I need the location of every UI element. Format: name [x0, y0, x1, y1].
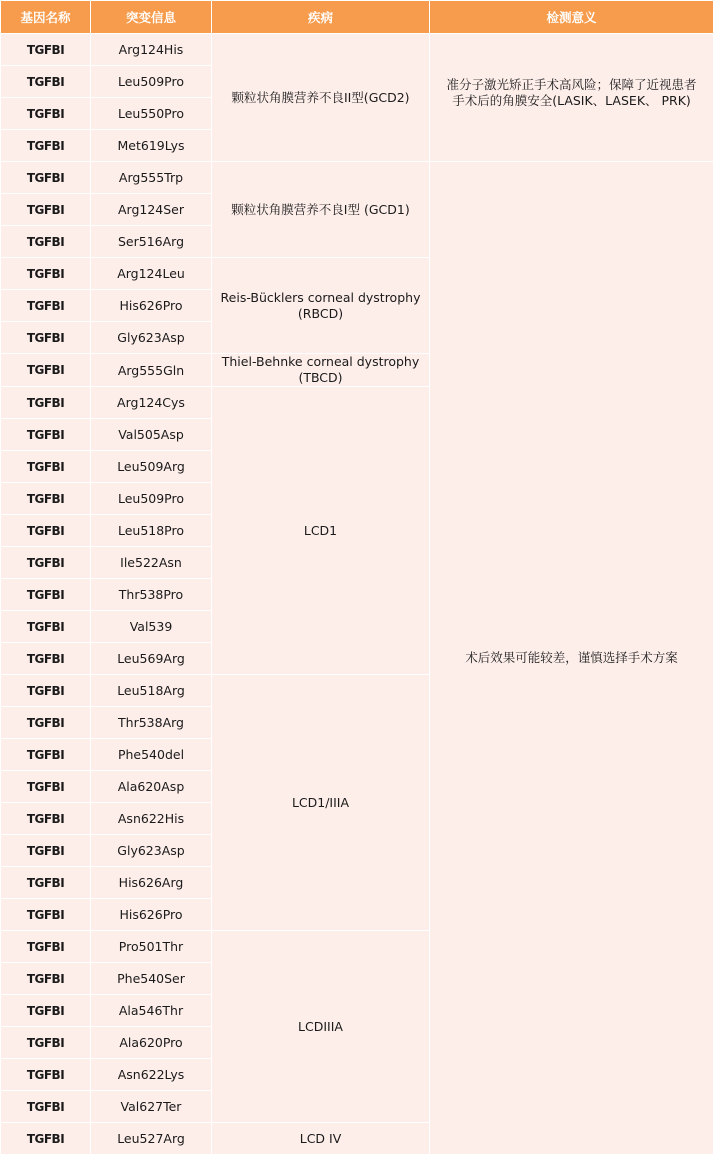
mutation-cell: Ala620Pro [91, 1027, 212, 1059]
gene-name-cell: TGFBI [1, 290, 91, 322]
mutation-cell: Val505Asp [91, 419, 212, 451]
gene-name-cell: TGFBI [1, 162, 91, 194]
gene-name-cell: TGFBI [1, 803, 91, 835]
mutation-cell: Arg124His [91, 34, 212, 66]
significance-text: 准分子激光矫正手术高风险；保障了近视患者 [446, 77, 696, 92]
disease-text: LCD1/IIIA [292, 795, 349, 810]
table-body [1, 34, 713, 1155]
gene-name-cell: TGFBI [1, 194, 91, 226]
mutation-cell: His626Arg [91, 867, 212, 899]
disease-text: LCD IV [300, 1131, 342, 1146]
mutation-cell: Leu518Arg [91, 675, 212, 707]
gene-name-cell: TGFBI [1, 707, 91, 739]
header-mutation-info: 突变信息 [91, 1, 212, 34]
disease-text: (RBCD) [298, 306, 343, 321]
header-significance: 检测意义 [430, 1, 713, 34]
disease-text: Reis-Bücklers corneal dystrophy [221, 290, 421, 305]
mutation-cell: Leu509Arg [91, 451, 212, 483]
mutation-cell: Arg555Gln [91, 354, 212, 387]
mutation-cell: Asn622Lys [91, 1059, 212, 1091]
gene-name-cell: TGFBI [1, 675, 91, 707]
mutation-cell: Leu518Pro [91, 515, 212, 547]
significance-text: 手术后的角膜安全(LASIK、LASEK、 PRK) [452, 93, 691, 108]
mutation-cell: Arg555Trp [91, 162, 212, 194]
gene-name-cell: TGFBI [1, 226, 91, 258]
disease-text: LCDIIIA [298, 1019, 343, 1034]
mutation-cell: Leu509Pro [91, 483, 212, 515]
mutation-cell: Ile522Asn [91, 547, 212, 579]
disease-cell [212, 387, 430, 675]
gene-name-cell: TGFBI [1, 451, 91, 483]
mutation-cell: Arg124Leu [91, 258, 212, 290]
gene-name-cell: TGFBI [1, 1123, 91, 1155]
disease-cell [212, 354, 430, 387]
disease-text: 颗粒状角膜营养不良I型 (GCD1) [231, 202, 409, 217]
table-row [1, 34, 713, 66]
mutation-cell: Asn622His [91, 803, 212, 835]
mutation-cell: Ser516Arg [91, 226, 212, 258]
gene-name-cell: TGFBI [1, 322, 91, 354]
disease-cell [212, 162, 430, 258]
gene-name-cell: TGFBI [1, 963, 91, 995]
gene-name-cell: TGFBI [1, 258, 91, 290]
disease-cell [212, 258, 430, 354]
disease-text: Thiel-Behnke corneal dystrophy [222, 354, 420, 369]
mutation-cell: Val627Ter [91, 1091, 212, 1123]
gene-name-cell: TGFBI [1, 483, 91, 515]
gene-name-cell: TGFBI [1, 643, 91, 675]
header-gene-name: 基因名称 [1, 1, 91, 34]
mutation-cell: Leu569Arg [91, 643, 212, 675]
gene-name-cell: TGFBI [1, 515, 91, 547]
mutation-cell: Leu550Pro [91, 98, 212, 130]
mutation-cell: Thr538Arg [91, 707, 212, 739]
gene-name-cell: TGFBI [1, 579, 91, 611]
gene-name-cell: TGFBI [1, 66, 91, 98]
gene-name-cell: TGFBI [1, 34, 91, 66]
gene-name-cell: TGFBI [1, 1059, 91, 1091]
disease-text: LCD1 [304, 523, 337, 538]
mutation-cell: Ala546Thr [91, 995, 212, 1027]
gene-name-cell: TGFBI [1, 354, 91, 387]
mutation-cell: His626Pro [91, 899, 212, 931]
gene-name-cell: TGFBI [1, 995, 91, 1027]
mutation-cell: Phe540del [91, 739, 212, 771]
gene-name-cell: TGFBI [1, 867, 91, 899]
gene-name-cell: TGFBI [1, 130, 91, 162]
significance-text: 术后效果可能较差，谨慎选择手术方案 [465, 650, 678, 665]
disease-cell [212, 675, 430, 931]
disease-text: 颗粒状角膜营养不良II型(GCD2) [231, 90, 409, 105]
mutation-cell: Ala620Asp [91, 771, 212, 803]
gene-name-cell: TGFBI [1, 419, 91, 451]
gene-name-cell: TGFBI [1, 739, 91, 771]
header-disease: 疾病 [212, 1, 430, 34]
gene-name-cell: TGFBI [1, 547, 91, 579]
mutation-cell: Phe540Ser [91, 963, 212, 995]
mutation-cell: Pro501Thr [91, 931, 212, 963]
disease-cell [212, 34, 430, 162]
mutation-cell: Leu527Arg [91, 1123, 212, 1155]
gene-name-cell: TGFBI [1, 931, 91, 963]
disease-text: (TBCD) [298, 370, 342, 385]
mutation-cell: Arg124Cys [91, 387, 212, 419]
disease-cell [212, 1123, 430, 1155]
mutation-cell: Gly623Asp [91, 835, 212, 867]
mutation-cell: Thr538Pro [91, 579, 212, 611]
mutation-cell: His626Pro [91, 290, 212, 322]
gene-name-cell: TGFBI [1, 899, 91, 931]
mutation-cell: Met619Lys [91, 130, 212, 162]
gene-name-cell: TGFBI [1, 1091, 91, 1123]
gene-name-cell: TGFBI [1, 611, 91, 643]
gene-name-cell: TGFBI [1, 1027, 91, 1059]
gene-name-cell: TGFBI [1, 387, 91, 419]
mutation-cell: Val539 [91, 611, 212, 643]
mutation-cell: Leu509Pro [91, 66, 212, 98]
significance-cell [430, 162, 713, 1155]
significance-cell [430, 34, 713, 162]
table-row [1, 162, 713, 194]
mutation-cell: Arg124Ser [91, 194, 212, 226]
mutation-cell: Gly623Asp [91, 322, 212, 354]
gene-name-cell: TGFBI [1, 771, 91, 803]
header-row [1, 1, 713, 34]
disease-cell [212, 931, 430, 1123]
gene-name-cell: TGFBI [1, 835, 91, 867]
gene-name-cell: TGFBI [1, 98, 91, 130]
